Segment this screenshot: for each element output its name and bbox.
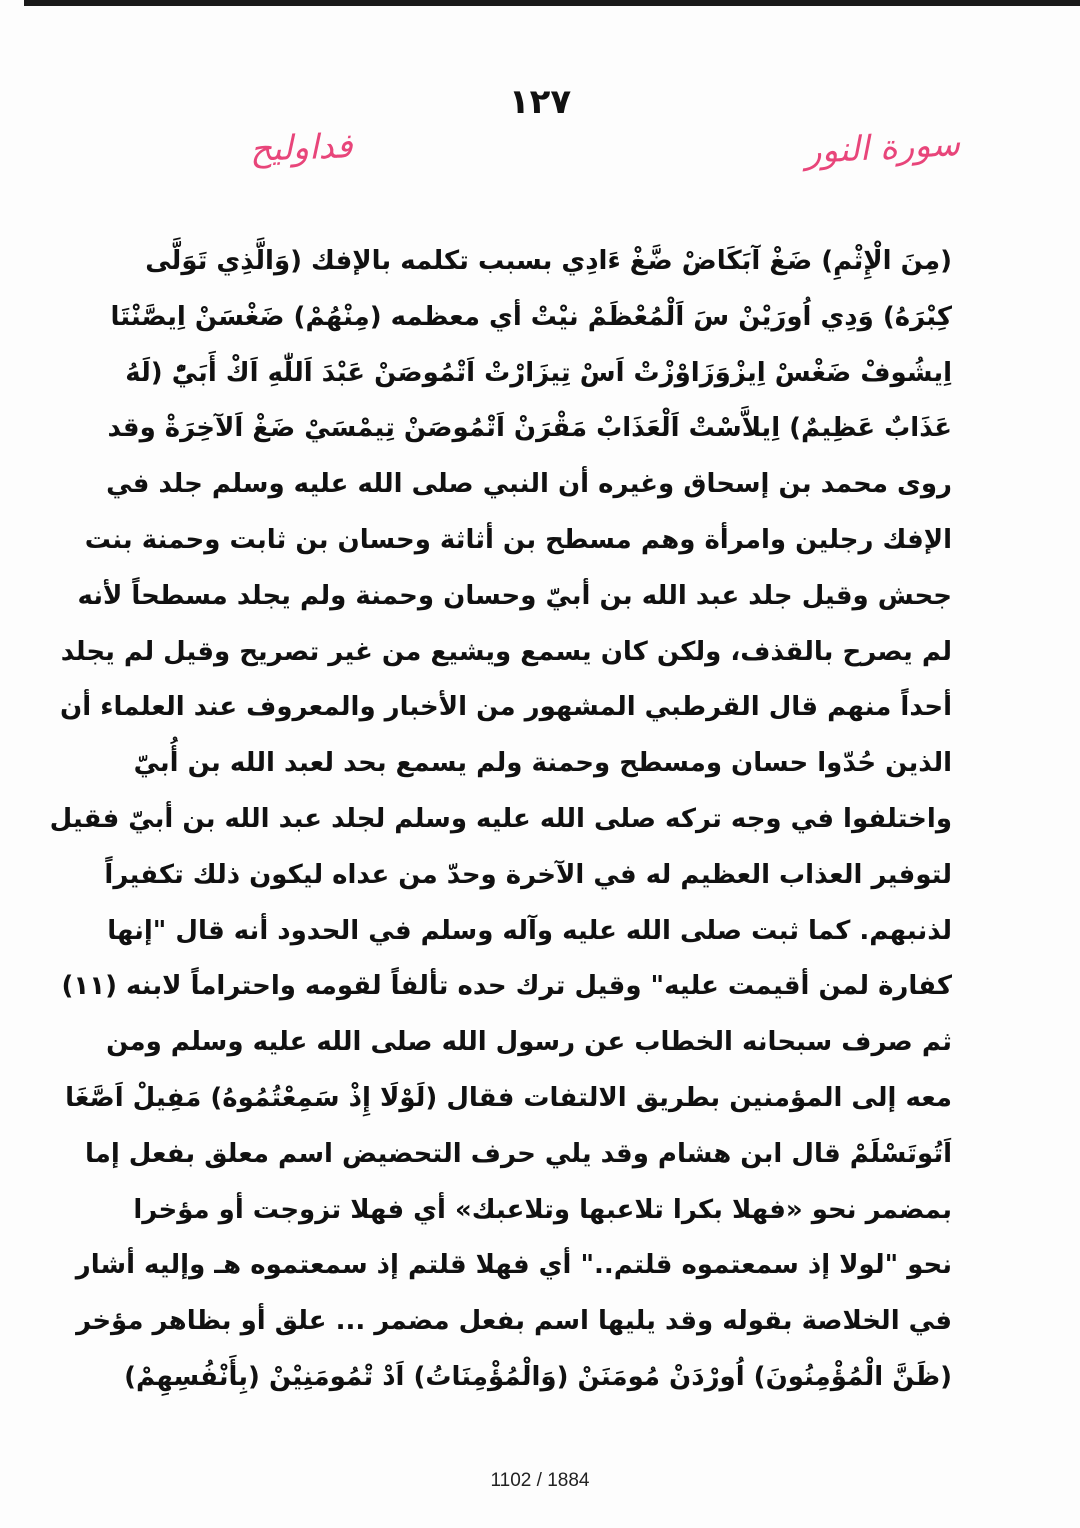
text-line: عَذَابٌ عَظِيمٌ) اِيلاَّسْتْ اَلْعَذَابْ مَقْرَنْ اَتْمُوصَنْ تِيمْسَيْ ضَغْ اَلآخِرَةْ وقد — [107, 413, 952, 444]
text-line: نحو "لولا إذ سمعتموه قلتم.." أي فهلا قلتم إذ سمعتموه هـ وإليه أشار — [75, 1250, 952, 1281]
text-line: كفارة لمن أقيمت عليه" وقيل ترك حده تألفاً لقومه واحتراماً لابنه (١١) — [61, 971, 952, 1002]
text-line: (مِنَ الْإِثْمِ) ضَغْ آبَكَاضْ ضَّغْ ءَادِي بسبب تكلمه بالإفك (وَالَّذِي تَوَلَّى — [145, 246, 952, 276]
text-line: الإفك رجلين وامرأة وهم مسطح بن أثاثة وحسان بن ثابت وحمنة بنت — [84, 524, 952, 555]
text-line: بمضمر نحو «فهلا بكرا تلاعبها وتلاعبك» أي فهلا تزوجت أو مؤخرا — [133, 1194, 952, 1225]
text-line: ثم صرف سبحانه الخطاب عن رسول الله صلى الله عليه وسلم ومن — [106, 1027, 952, 1058]
text-line: لذنبهم. كما ثبت صلى الله عليه وآله وسلم في الحدود أنه قال "إنها — [107, 915, 952, 946]
text-line: جحش وقيل جلد عبد الله بن أبيّ وحسان وحمنة ولم يجلد مسطحاً لأنه — [77, 580, 952, 611]
top-border-line — [24, 0, 1080, 6]
text-line: (ظَنَّ الْمُؤْمِنُونَ) اُورْدَنْ مُومَنَنْ (وَالْمُؤْمِنَاتُ) اَدْ تْمُومَنِيْنْ (بِأَنْفُسِهِمْ) — [124, 1361, 952, 1392]
text-line: اِيشُوفْ ضَغْسْ اِيزْوَزَاوْزْتْ اَسْ تِيزَارْتْ اَتْمُوصَنْ عَبْدَ اَللّٰهِ اَكْ أَبَيّْ (لَهُ — [125, 357, 952, 388]
text-line: واختلفوا في وجه تركه صلى الله عليه وسلم لجلد عبد الله بن أبيّ فقيل — [49, 803, 952, 834]
text-line: روى محمد بن إسحاق وغيره أن النبي صلى الله عليه وسلم جلد في — [106, 469, 952, 500]
text-line: لتوفير العذاب العظيم له في الآخرة وحدّ من عداه ليكون ذلك تكفيراً — [104, 859, 952, 890]
text-line: لم يصرح بالقذف، ولكن كان يسمع ويشيع من غير تصريح وقيل لم يجلد — [60, 636, 952, 667]
text-line: اَتُوتَسْلَمْ قال ابن هشام وقد يلي حرف التحضيض اسم معلق بفعل إما — [84, 1138, 952, 1169]
handwritten-verse-annotation: فداوليح — [249, 126, 354, 170]
text-line: الذين حُدّوا حسان ومسطح وحمنة ولم يسمع بحد لعبد الله بن أُبيّ — [133, 748, 952, 779]
pagination-indicator: 1102 / 1884 — [490, 1470, 590, 1491]
text-line: كِبْرَهُ) وَدِي اُورَيْنْ سَ اَلْمُعْظَمْ نيْتْ أي معظمه (مِنْهُمْ) ضَغْسَنْ اِيصَّنْتَا — [110, 301, 952, 332]
page-number: ١٢٧ — [508, 82, 572, 122]
body-text — [49, 234, 952, 1406]
text-line: معه إلى المؤمنين بطريق الالتفات فقال (لَوْلَا إِذْ سَمِعْتُمُوهُ) مَفِيلْ اَصَّغَا — [65, 1082, 952, 1113]
text-line: في الخلاصة بقوله وقد يليها اسم بفعل مضمر ... علق أو بظاهر مؤخر — [76, 1306, 952, 1337]
text-line: أحداً منهم قال القرطبي المشهور من الأخبار والمعروف عند العلماء أن — [60, 692, 952, 723]
handwritten-surah-annotation: سورة النور — [803, 123, 961, 173]
